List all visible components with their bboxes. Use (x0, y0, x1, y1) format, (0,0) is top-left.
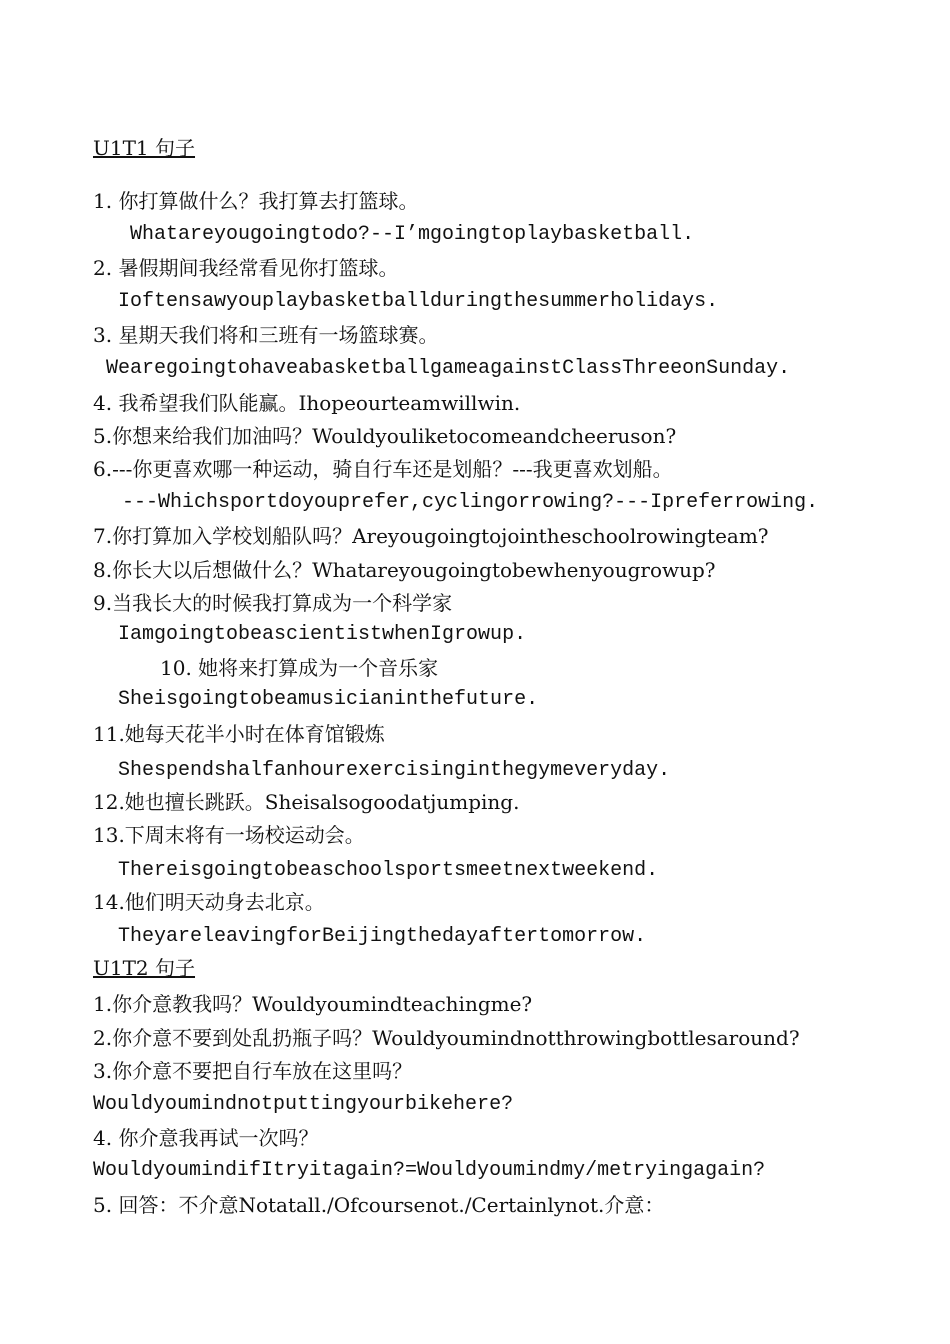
sentence-11-cn: 11.她每天花半小时在体育馆锻炼 (93, 722, 385, 746)
sentence-11-en: Shespendshalfanhourexercisinginthegymeveryday. (118, 759, 671, 782)
sentence-14-en: TheyareleavingforBeijingthedayaftertomorrow. (118, 925, 647, 948)
sentence-10-cn: 10. 她将来打算成为一个音乐家 (160, 656, 439, 680)
u1t2-sentence-4-en: WouldyoumindifItryitagain?=Wouldyoumindmy/metryingagain? (93, 1159, 766, 1182)
sentence-1-cn: 1. 你打算做什么？我打算去打篮球。 (93, 189, 419, 213)
sentence-14-cn: 14.他们明天动身去北京。 (93, 890, 325, 914)
sentence-8: 8.你长大以后想做什么？Whatareyougoingtobewhenyougrowup? (93, 558, 716, 582)
sentence-7: 7.你打算加入学校划船队吗？Areyougoingtojointheschoolrowingteam? (93, 524, 769, 548)
u1t2-sentence-3-cn: 3.你介意不要把自行车放在这里吗？ (93, 1059, 413, 1083)
sentence-1-en: Whatareyougoingtodo?--I’mgoingtoplaybasketball. (130, 223, 695, 246)
u1t2-sentence-2: 2.你介意不要到处乱扔瓶子吗？Wouldyoumindnotthrowingbottlesaround? (93, 1026, 800, 1050)
sentence-4: 4. 我希望我们队能赢。Ihopeourteamwillwin. (93, 391, 521, 415)
sentence-9-cn: 9.当我长大的时候我打算成为一个科学家 (93, 591, 453, 615)
sentence-10-en: Sheisgoingtobeamusicianinthefuture. (118, 688, 539, 711)
sentence-9-en: IamgoingtobeascientistwhenIgrowup. (118, 623, 527, 646)
u1t2-sentence-5: 5. 回答：不介意Notatall./Ofcoursenot./Certainlynot.介意： (93, 1193, 665, 1217)
sentence-2-en: Ioftensawyouplaybasketballduringthesummerholidays. (118, 290, 719, 313)
sentence-5: 5.你想来给我们加油吗？Wouldyouliketocomeandcheeruson? (93, 424, 677, 448)
u1t2-sentence-1: 1.你介意教我吗？Wouldyoumindteachingme? (93, 992, 533, 1016)
sentence-12: 12.她也擅长跳跃。Sheisalsogoodatjumping. (93, 790, 520, 814)
sentence-3-en: WearegoingtohaveabasketballgameagainstClassThreeonSunday. (106, 357, 791, 380)
sentence-13-cn: 13.下周末将有一场校运动会。 (93, 823, 365, 847)
sentence-2-cn: 2. 暑假期间我经常看见你打篮球。 (93, 256, 399, 280)
sentence-6-en: ---Whichsportdoyouprefer,cyclingorrowing?---Ipreferrowing. (122, 491, 819, 514)
u1t2-sentence-3-en: Wouldyoumindnotputtingyourbikehere? (93, 1093, 514, 1116)
section-heading-u1t1: U1T1 句子 (93, 136, 196, 160)
sentence-6-cn: 6.---你更喜欢哪一种运动，骑自行车还是划船？---我更喜欢划船。 (93, 457, 673, 481)
sentence-13-en: Thereisgoingtobeaschoolsportsmeetnextweekend. (118, 859, 659, 882)
u1t2-sentence-4-cn: 4. 你介意我再试一次吗？ (93, 1126, 319, 1150)
section-heading-u1t2: U1T2 句子 (93, 956, 196, 980)
sentence-3-cn: 3. 星期天我们将和三班有一场篮球赛。 (93, 323, 439, 347)
